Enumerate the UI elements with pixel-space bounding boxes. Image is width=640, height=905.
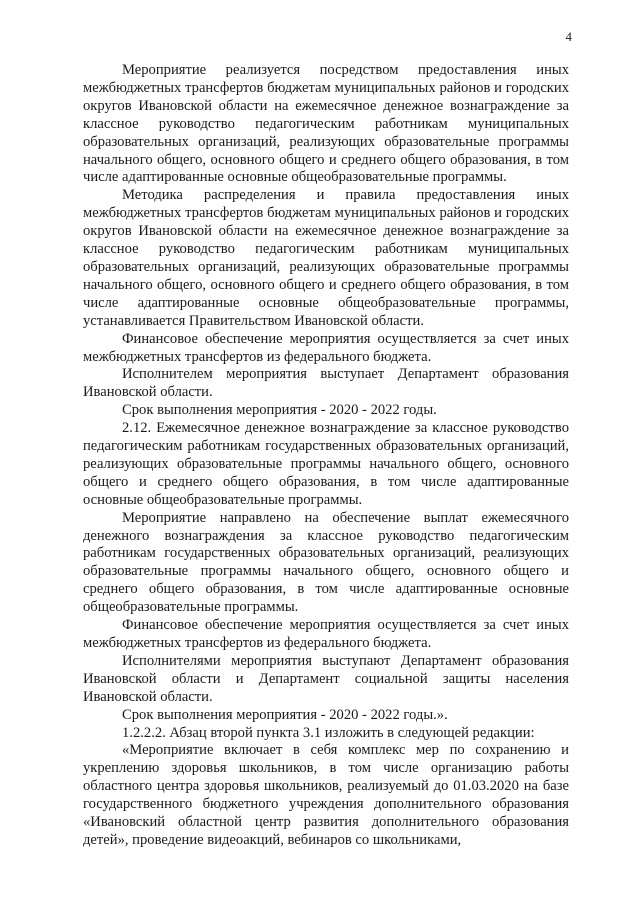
paragraph: «Мероприятие включает в себя комплекс мер по сохранению и укреплению здоровья школьников, в том числе организацию работы областного центра здоровья школьников, реализуемый до 01.03.2020 на базе государственного бюджетного учреждения дополнительного образования «Ивановский областной центр развития дополнительного образования детей», проведение видеоакций, вебинаров со школьниками, [83, 742, 569, 848]
paragraph: Исполнителями мероприятия выступают Департамент образования Ивановской области и Департамент социальной защиты населения Ивановской области. [83, 652, 569, 705]
paragraph: Финансовое обеспечение мероприятия осуществляется за счет иных межбюджетных трансфертов из федерального бюджета. [83, 330, 569, 365]
paragraph: Мероприятие реализуется посредством предоставления иных межбюджетных трансфертов бюджетам муниципальных районов и городских округов Ивановской области на ежемесячное денежное вознаграждение за классное руководство педагогическим работникам муниципальных образовательных организаций, реализующих образовательные программы начального общего, основного общего и среднего общего образования, в том числе адаптированные основные общеобразовательные программы. [83, 62, 569, 186]
paragraph: Срок выполнения мероприятия - 2020 - 2022 годы.». [122, 706, 448, 723]
page-number: 4 [565, 29, 572, 44]
paragraph: Срок выполнения мероприятия - 2020 - 2022 годы. [122, 402, 437, 419]
paragraph: 2.12. Ежемесячное денежное вознаграждение за классное руководство педагогическим работникам государственных образовательных организаций, реализующих образовательные программы начального общего, основного общего и среднего общего образования, в том числе адаптированные основные общеобразовательные программы. [83, 420, 569, 508]
paragraph: Исполнителем мероприятия выступает Департамент образования Ивановской области. [83, 366, 569, 401]
paragraph: 1.2.2.2. Абзац второй пункта 3.1 изложить в следующей редакции: [122, 724, 535, 741]
paragraph: Финансовое обеспечение мероприятия осуществляется за счет иных межбюджетных трансфертов из федерального бюджета. [83, 617, 569, 651]
paragraph: Методика распределения и правила предоставления иных межбюджетных трансфертов бюджетам муниципальных районов и городских округов Ивановской области на ежемесячное денежное вознаграждение за классное руководство педагогическим работникам муниципальных образовательных организаций, реализующих образовательные программы начального общего, основного общего и среднего общего образования, в том числе адаптированные основные общеобразовательные программы, устанавливается Правительством Ивановской области. [83, 187, 569, 329]
paragraph: Мероприятие направлено на обеспечение выплат ежемесячного денежного вознаграждения за классное руководство педагогическим работникам государственных образовательных организаций, реализующих образовательные программы начального общего, основного общего и среднего общего образования, в том числе адаптированные основные общеобразовательные программы. [83, 509, 569, 616]
document-body [83, 62, 569, 850]
